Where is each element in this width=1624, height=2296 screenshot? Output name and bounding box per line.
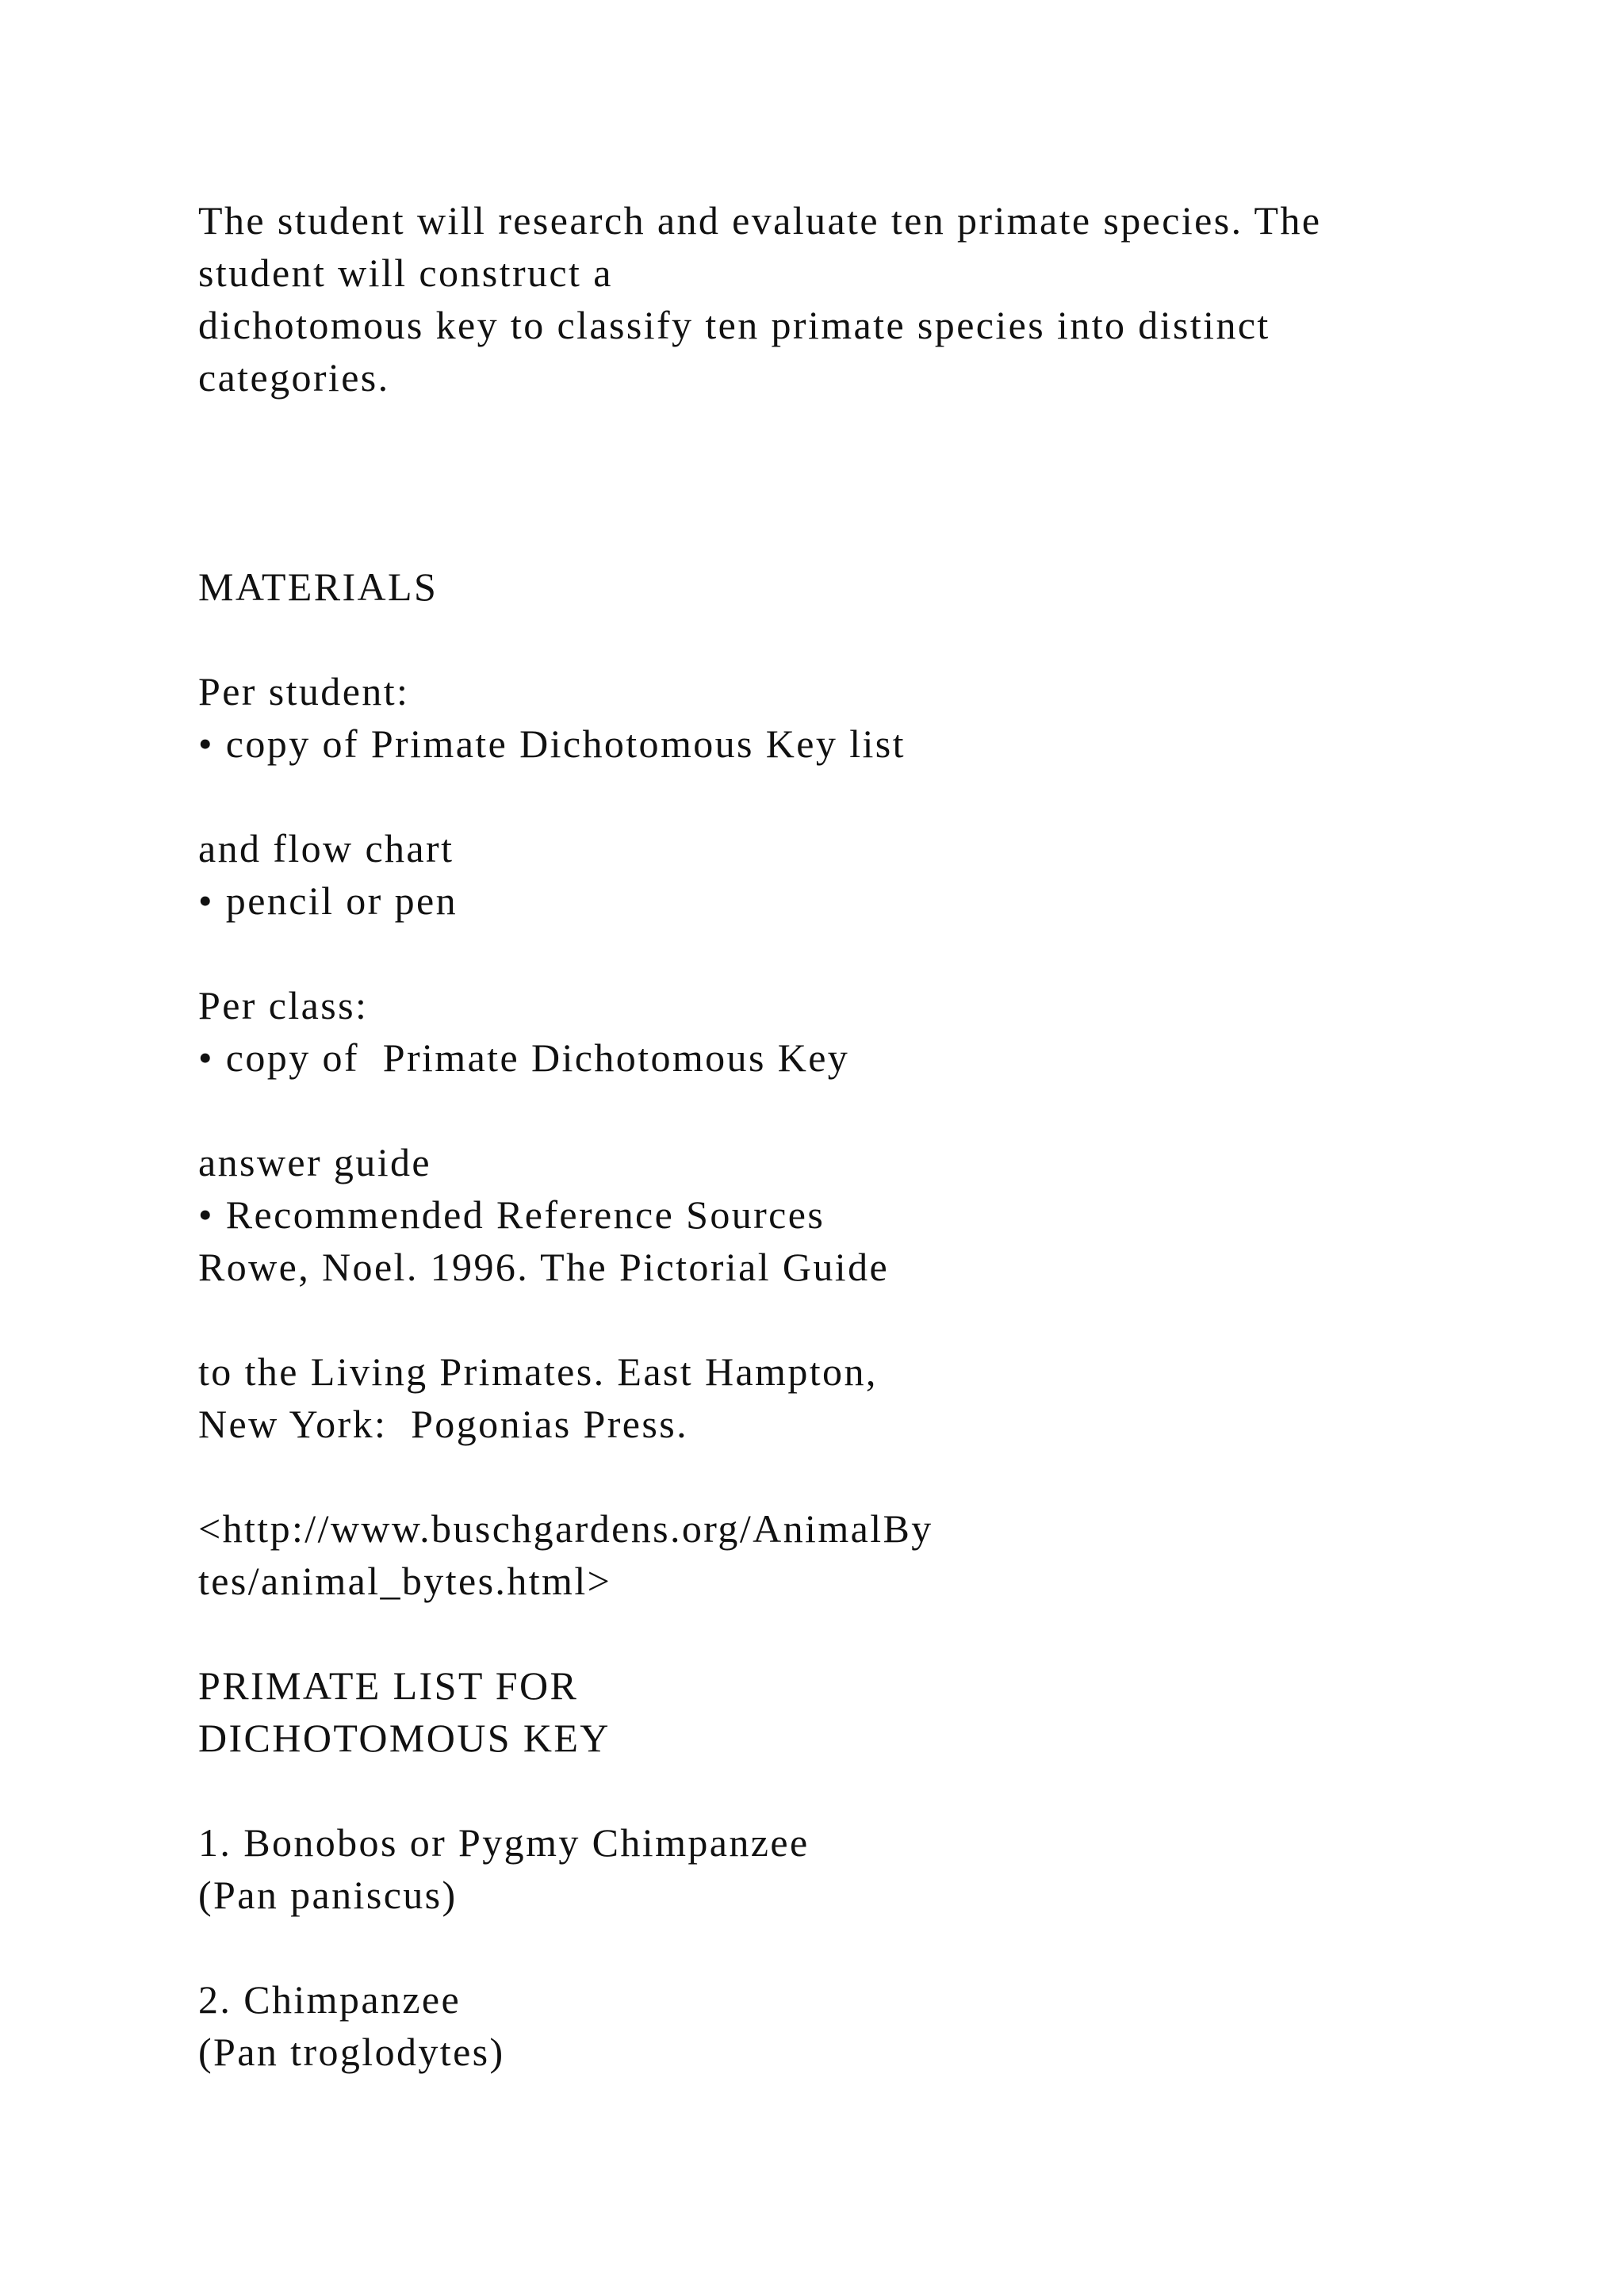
primate-list-heading: DICHOTOMOUS KEY — [198, 1716, 611, 1760]
reference-line: to the Living Primates. East Hampton, — [198, 1349, 878, 1394]
spacer — [198, 613, 1499, 665]
intro-line: categories. — [198, 355, 390, 400]
list-item — [198, 1816, 1499, 1921]
intro-line: The student will research and evaluate ten primate species. The — [198, 198, 1322, 243]
student-material-item: • copy of Primate Dichotomous Key list — [198, 721, 906, 766]
class-material-item-continued: answer guide — [198, 1140, 431, 1184]
spacer — [198, 1293, 1499, 1345]
student-material-item: • pencil or pen — [198, 878, 458, 923]
primate-name: 2. Chimpanzee — [198, 1977, 462, 2022]
primate-scientific-name: (Pan paniscus) — [198, 1873, 458, 1917]
document-body — [198, 194, 1499, 2078]
primate-scientific-name: (Pan troglodytes) — [198, 2030, 505, 2074]
reference-line: Rowe, Noel. 1996. The Pictorial Guide — [198, 1245, 890, 1289]
spacer — [198, 404, 1499, 561]
list-item — [198, 1973, 1499, 2078]
per-class-label: Per class: — [198, 983, 369, 1027]
primate-name: 1. Bonobos or Pygmy Chimpanzee — [198, 1820, 810, 1865]
spacer — [198, 1764, 1499, 1816]
class-material-item: • copy of Primate Dichotomous Key — [198, 1035, 850, 1080]
student-material-item-continued: and flow chart — [198, 826, 454, 871]
spacer — [198, 927, 1499, 979]
spacer — [198, 1921, 1499, 1973]
intro-line: student will construct a — [198, 251, 613, 295]
reference-line: New York: Pogonias Press. — [198, 1402, 689, 1446]
materials-section — [198, 561, 1499, 1659]
class-material-item: • Recommended Reference Sources — [198, 1192, 825, 1237]
spacer — [198, 1607, 1499, 1659]
primate-list-heading: PRIMATE LIST FOR — [198, 1663, 579, 1708]
per-student-label: Per student: — [198, 669, 410, 714]
spacer — [198, 770, 1499, 822]
materials-heading: MATERIALS — [198, 564, 439, 609]
reference-url-line: tes/animal_bytes.html> — [198, 1559, 612, 1603]
intro-line: dichotomous key to classify ten primate species into distinct — [198, 303, 1270, 347]
primate-list-section — [198, 1659, 1499, 2078]
intro-paragraph — [198, 194, 1499, 404]
reference-url-line: <http://www.buschgardens.org/AnimalBy — [198, 1506, 933, 1551]
spacer — [198, 1450, 1499, 1502]
spacer — [198, 1084, 1499, 1136]
